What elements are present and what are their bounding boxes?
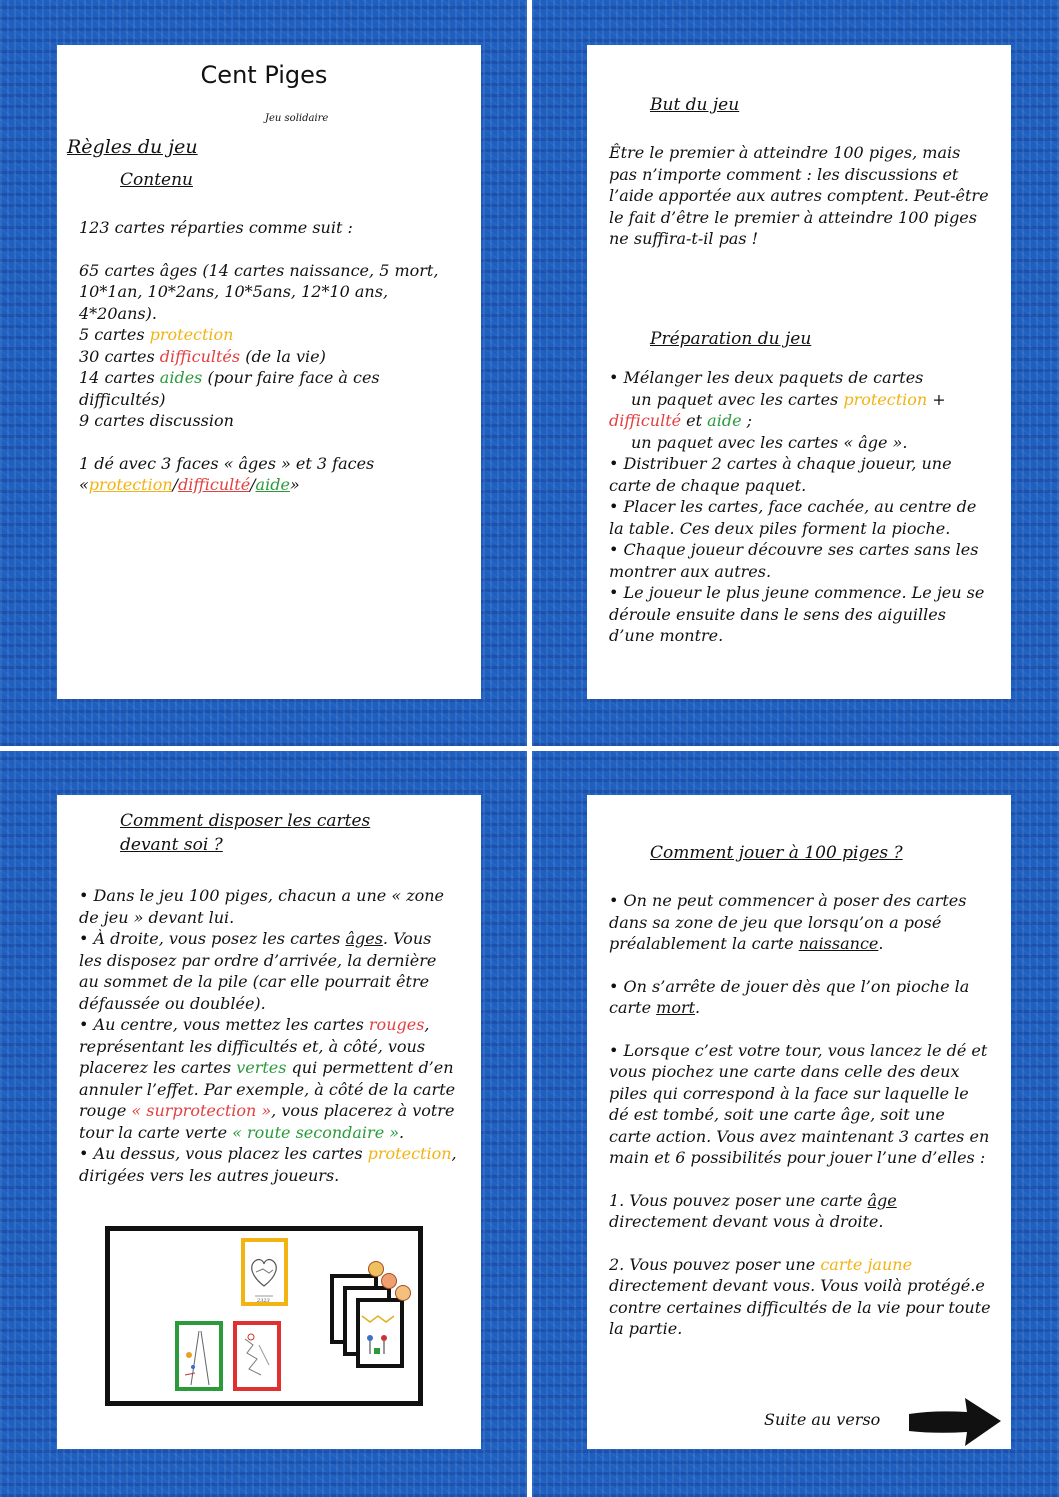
prep-step-2: • Distribuer 2 cartes à chaque joueur, une carte de chaque paquet.	[609, 454, 952, 495]
protection-word: protection	[149, 325, 234, 344]
aide-pre: 14 cartes	[79, 368, 160, 387]
die-difficulte: difficulté	[178, 475, 251, 494]
play-p1	[609, 890, 991, 955]
age-card-badge-1	[368, 1261, 384, 1277]
yellow-card-caption: 2323	[257, 1298, 270, 1304]
age-card-badge-2	[381, 1273, 397, 1289]
mort-word: mort	[656, 998, 696, 1017]
game-subtitle: Jeu solidaire	[265, 113, 329, 124]
slash-1: /	[172, 475, 179, 494]
prep-semicolon: ;	[741, 411, 753, 430]
layout-p2-pre: • À droite, vous posez les cartes	[79, 929, 346, 948]
play-p3: • Lorsque c’est votre tour, vous lancez le dé et vous piochez une carte dans celle des deux piles qui correspond à la face sur laquelle le dé est tombé, soit une carte âge, soit une carte action. Vous avez maintenant 3 cartes en main et 6 possibilités pour jouer l’une d’elles :	[609, 1040, 990, 1167]
preparation-list	[609, 367, 994, 647]
card-rules-content	[57, 45, 481, 699]
play-p1-pre: • On ne peut commencer à poser des cartes dans sa zone de jeu que lorsqu’on a posé préalablement la carte	[609, 891, 967, 953]
prep-aide-word: aide	[707, 411, 742, 430]
goal-text: Être le premier à atteindre 100 piges, mais pas n’importe comment : les discussions et l’aide apportée aux autres comptent. Peut-être le fait d’être le premier à atteindre 100 piges ne suffira-t-il pas !	[609, 143, 989, 248]
difficulty-line	[79, 346, 454, 368]
layout-p3	[79, 1014, 459, 1143]
discussion-line: 9 cartes discussion	[79, 411, 234, 430]
layout-p3-c: qui permettent d’en annuler l’effet. Par exemple, à côté de la carte rouge	[79, 1058, 456, 1120]
intro-text: 123 cartes réparties comme suit :	[79, 218, 353, 237]
prep-step-1a	[609, 389, 994, 411]
protection-line	[79, 324, 454, 346]
prep-step-5: • Le joueur le plus jeune commence. Le jeu se déroule ensuite dans le sens des aiguilles d’une montre.	[609, 583, 985, 645]
road-drawing-icon	[179, 1325, 219, 1387]
handshake-heart-icon	[245, 1242, 284, 1302]
difficulty-pre: 30 cartes	[79, 346, 160, 366]
age-card-badge-3	[395, 1285, 411, 1301]
protection-pre: 5 cartes	[79, 325, 150, 344]
layout-surprotection: « surprotection »	[131, 1101, 272, 1120]
age-card-stack-front	[356, 1298, 404, 1368]
red-difficulty-card	[233, 1321, 281, 1391]
rules-heading: Règles du jeu	[67, 136, 198, 158]
card-goal-preparation	[587, 45, 1011, 699]
how-to-play-body	[609, 890, 991, 1340]
yellow-protection-card	[241, 1238, 288, 1306]
scribble-drawing-icon	[237, 1325, 277, 1387]
die-open-quote: «	[79, 475, 89, 494]
difficulty-word: difficultés	[159, 346, 241, 366]
prep-et: et	[681, 411, 708, 430]
content-body	[79, 217, 454, 496]
play-p2-pre: • On s’arrête de jouer dès que l’on pioche la carte	[609, 976, 970, 1017]
die-aide: aide	[255, 475, 290, 494]
play-option-2-pre: 2. Vous pouvez poser une	[609, 1254, 821, 1274]
play-option-2	[609, 1254, 991, 1340]
prep-difficulte-word: difficulté	[609, 411, 682, 430]
layout-ages-word: âges	[345, 929, 383, 948]
naissance-word: naissance	[798, 934, 879, 953]
card-how-to-play	[587, 795, 1011, 1449]
aide-word: aides	[159, 368, 203, 387]
content-heading: Contenu	[120, 170, 193, 190]
prep-plus: +	[927, 389, 946, 409]
play-option-2-post: directement devant vous. Vous voilà protégé.e contre certaines difficultés de la vie pour toute la partie.	[609, 1276, 991, 1338]
prep-step-1b	[609, 410, 994, 432]
die-close-quote: »	[289, 475, 300, 494]
continue-on-back-text: Suite au verso	[764, 1410, 881, 1429]
layout-rouges-word: rouges	[368, 1015, 425, 1034]
layout-body	[79, 885, 459, 1186]
layout-p3-a: • Au centre, vous mettez les cartes	[79, 1015, 369, 1034]
play-p1-post: .	[878, 934, 884, 953]
goal-heading: But du jeu	[650, 95, 740, 115]
play-zone-illustration	[105, 1226, 423, 1406]
ages-text: 65 cartes âges (14 cartes naissance, 5 mort, 10*1an, 10*2ans, 10*5ans, 12*10 ans, 4*20ans).	[79, 260, 439, 323]
arrow-right-icon	[905, 1394, 1003, 1450]
layout-p4	[79, 1143, 459, 1186]
layout-route-secondaire: « route secondaire »	[232, 1122, 400, 1142]
card-card-layout	[57, 795, 481, 1449]
preparation-heading: Préparation du jeu	[650, 329, 812, 349]
play-p2	[609, 976, 991, 1019]
play-option-1	[609, 1190, 991, 1233]
aide-post: (pour faire face à ces difficultés)	[79, 368, 380, 409]
prep-protection-word: protection	[843, 389, 928, 409]
prep-step-1: • Mélanger les deux paquets de cartes	[609, 368, 924, 387]
age-word: âge	[867, 1190, 897, 1210]
prep-step-1c: un paquet avec les cartes « âge ».	[631, 432, 908, 452]
die-protection: protection	[88, 475, 173, 494]
slash-2: /	[250, 475, 256, 494]
green-aide-card	[175, 1321, 223, 1391]
prep-step-1a-text: un paquet avec les cartes	[631, 389, 844, 409]
layout-protection-word: protection	[367, 1144, 452, 1163]
layout-heading: Comment disposer les cartes devant soi ?	[120, 811, 371, 855]
layout-p3-e: .	[399, 1122, 405, 1142]
play-p2-post: .	[695, 998, 701, 1017]
layout-p3-d: , vous placerez à votre tour la carte verte	[79, 1101, 455, 1142]
aide-line	[79, 367, 454, 410]
prep-step-3: • Placer les cartes, face cachée, au centre de la table. Ces deux piles forment la pioche.	[609, 497, 977, 538]
layout-p4-pre: • Au dessus, vous placez les cartes	[79, 1144, 368, 1163]
party-drawing-icon	[360, 1302, 400, 1364]
die-line: 1 dé avec 3 faces « âges » et 3 faces	[79, 453, 375, 473]
prep-step-4: • Chaque joueur découvre ses cartes sans les montrer aux autres.	[609, 540, 979, 581]
layout-p1: • Dans le jeu 100 piges, chacun a une « zone de jeu » devant lui.	[79, 886, 445, 927]
play-option-1-post: directement devant vous à droite.	[609, 1212, 884, 1231]
layout-p3-b: , représentant les difficultés et, à côté, vous placerez les cartes	[79, 1015, 430, 1077]
play-option-1-pre: 1. Vous pouvez poser une carte	[609, 1190, 868, 1210]
layout-vertes-word: vertes	[236, 1058, 287, 1077]
layout-p4-post: , dirigées vers les autres joueurs.	[79, 1144, 457, 1185]
die-faces-line	[79, 474, 454, 496]
layout-p2	[79, 928, 459, 1014]
carte-jaune-word: carte jaune	[820, 1254, 913, 1274]
how-to-play-heading: Comment jouer à 100 piges ?	[650, 843, 903, 863]
difficulty-post: (de la vie)	[240, 346, 326, 366]
game-title: Cent Piges	[200, 61, 328, 89]
layout-p2-post: . Vous les disposez par ordre d’arrivée, la dernière au sommet de la pile (car elle pourrait être défaussée ou doublée).	[79, 929, 437, 1013]
